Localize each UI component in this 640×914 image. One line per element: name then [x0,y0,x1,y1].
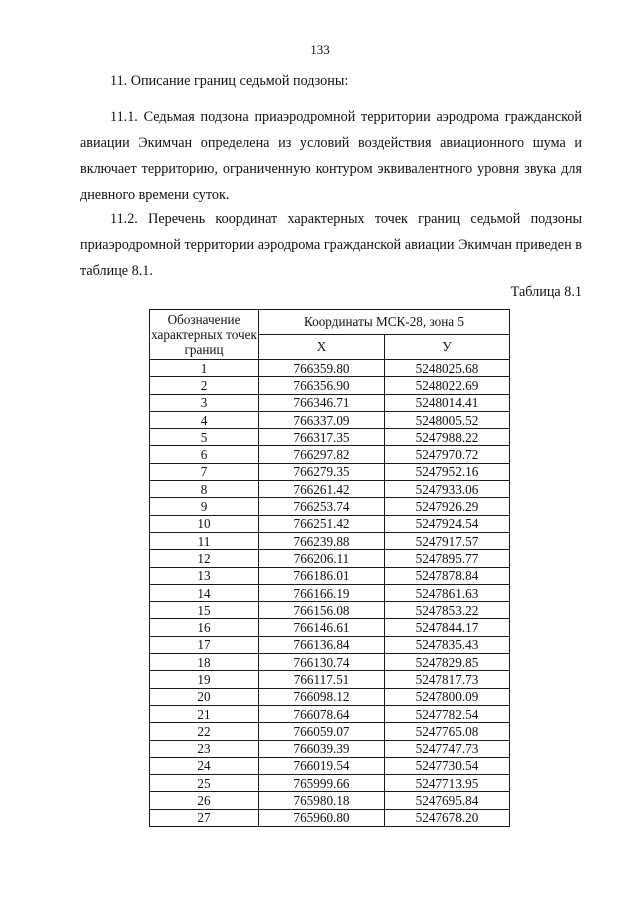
cell-y: 5247800.09 [385,688,510,705]
cell-x: 766130.74 [259,654,385,671]
table-caption: Таблица 8.1 [510,284,582,300]
cell-point: 23 [150,740,259,757]
table-row [150,446,510,463]
cell-point: 22 [150,723,259,740]
cell-y: 5247695.84 [385,792,510,809]
cell-point: 6 [150,446,259,463]
cell-y: 5247878.84 [385,567,510,584]
cell-point: 14 [150,584,259,601]
cell-y: 5247917.57 [385,532,510,549]
cell-x: 765980.18 [259,792,385,809]
header-y: У [385,335,510,360]
cell-point: 17 [150,636,259,653]
cell-x: 766297.82 [259,446,385,463]
cell-x: 766136.84 [259,636,385,653]
cell-point: 20 [150,688,259,705]
paragraph-11-1: 11.1. Седьмая подзона приаэродромной территории аэродрома гражданской авиации Экимчан определена из условий воздействия авиационного шума и включает территорию, ограниченную контуром эквивалентного уровня звука для дневного времени суток. [80,109,582,203]
cell-point: 12 [150,550,259,567]
table-row [150,619,510,636]
coordinates-table [149,309,510,827]
cell-x: 766146.61 [259,619,385,636]
cell-y: 5247713.95 [385,775,510,792]
cell-x: 766317.35 [259,429,385,446]
cell-y: 5248025.68 [385,360,510,377]
cell-x: 766261.42 [259,481,385,498]
cell-point: 21 [150,705,259,722]
cell-x: 766078.64 [259,705,385,722]
table-row [150,360,510,377]
table-row [150,567,510,584]
cell-point: 18 [150,654,259,671]
cell-point: 19 [150,671,259,688]
cell-x: 766239.88 [259,532,385,549]
cell-y: 5247924.54 [385,515,510,532]
cell-y: 5247747.73 [385,740,510,757]
table-row [150,792,510,809]
cell-point: 8 [150,481,259,498]
cell-y: 5247844.17 [385,619,510,636]
page-number: 133 [310,42,330,57]
header-point-designation: Обозначение характерных точек границ [150,310,259,360]
cell-x: 766098.12 [259,688,385,705]
table-row [150,498,510,515]
cell-y: 5247895.77 [385,550,510,567]
cell-y: 5247835.43 [385,636,510,653]
table-row [150,688,510,705]
cell-y: 5248014.41 [385,394,510,411]
table-row [150,636,510,653]
table-row [150,654,510,671]
cell-x: 766253.74 [259,498,385,515]
table-row [150,809,510,826]
cell-point: 16 [150,619,259,636]
table-row [150,532,510,549]
cell-y: 5247678.20 [385,809,510,826]
table-row [150,411,510,428]
section-heading: 11. Описание границ седьмой подзоны: [110,73,349,89]
cell-point: 25 [150,775,259,792]
cell-y: 5247765.08 [385,723,510,740]
table-row [150,550,510,567]
cell-x: 766337.09 [259,411,385,428]
header-coordinates: Координаты МСК-28, зона 5 [259,310,510,335]
cell-point: 9 [150,498,259,515]
cell-point: 10 [150,515,259,532]
cell-point: 3 [150,394,259,411]
table-row [150,377,510,394]
table-row [150,740,510,757]
cell-x: 766206.11 [259,550,385,567]
cell-y: 5248022.69 [385,377,510,394]
table-row [150,463,510,480]
cell-point: 15 [150,602,259,619]
table-row [150,429,510,446]
cell-x: 766186.01 [259,567,385,584]
cell-point: 24 [150,757,259,774]
cell-x: 766251.42 [259,515,385,532]
cell-y: 5247926.29 [385,498,510,515]
table-row [150,584,510,601]
cell-y: 5247952.16 [385,463,510,480]
cell-point: 5 [150,429,259,446]
table-row [150,394,510,411]
table-row [150,481,510,498]
cell-point: 4 [150,411,259,428]
cell-x: 766156.08 [259,602,385,619]
cell-x: 766279.35 [259,463,385,480]
table-body [150,360,510,827]
cell-x: 766039.39 [259,740,385,757]
table-row [150,671,510,688]
cell-y: 5247861.63 [385,584,510,601]
cell-point: 13 [150,567,259,584]
cell-point: 11 [150,532,259,549]
cell-x: 766166.19 [259,584,385,601]
cell-y: 5247933.06 [385,481,510,498]
cell-y: 5247829.85 [385,654,510,671]
paragraph-11-2: 11.2. Перечень координат характерных точек границ седьмой подзоны приаэродромной территории аэродрома гражданской авиации Экимчан приведен в таблице 8.1. [80,211,582,279]
cell-x: 766359.80 [259,360,385,377]
cell-y: 5247817.73 [385,671,510,688]
cell-x: 765999.66 [259,775,385,792]
cell-y: 5247853.22 [385,602,510,619]
cell-x: 766356.90 [259,377,385,394]
cell-point: 2 [150,377,259,394]
cell-x: 765960.80 [259,809,385,826]
cell-x: 766117.51 [259,671,385,688]
table-row [150,705,510,722]
cell-x: 766059.07 [259,723,385,740]
table-row [150,602,510,619]
cell-y: 5247988.22 [385,429,510,446]
table-row [150,723,510,740]
cell-y: 5247730.54 [385,757,510,774]
cell-x: 766019.54 [259,757,385,774]
table-row [150,775,510,792]
table-row [150,757,510,774]
cell-y: 5248005.52 [385,411,510,428]
cell-x: 766346.71 [259,394,385,411]
cell-y: 5247782.54 [385,705,510,722]
cell-point: 1 [150,360,259,377]
cell-point: 26 [150,792,259,809]
cell-point: 27 [150,809,259,826]
table-row [150,515,510,532]
header-x: X [259,335,385,360]
cell-point: 7 [150,463,259,480]
cell-y: 5247970.72 [385,446,510,463]
